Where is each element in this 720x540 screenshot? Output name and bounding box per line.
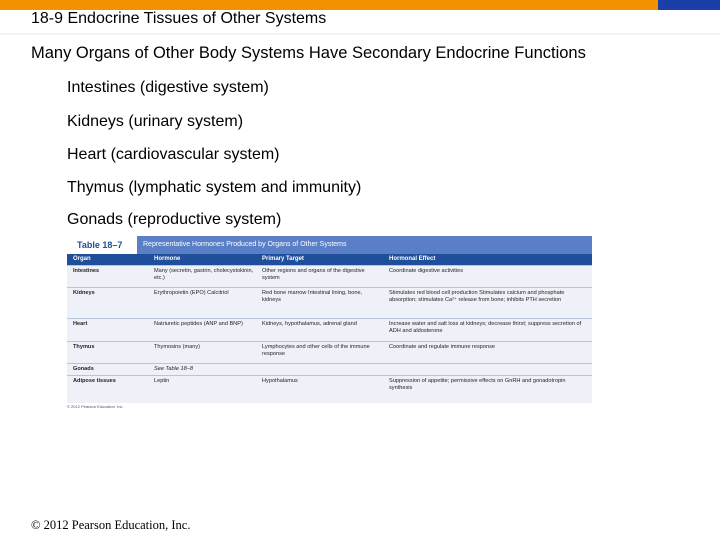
copyright-footer: © 2012 Pearson Education, Inc. bbox=[31, 518, 191, 532]
slide-subtitle: Many Organs of Other Body Systems Have Secondary Endocrine Functions bbox=[31, 44, 586, 62]
col-header-hormone: Hormone bbox=[154, 256, 181, 262]
cell-organ: Kidneys bbox=[73, 290, 95, 296]
cell-effect: Stimulates red blood cell production Stimulates calcium and phosphate absorption; stimulates Ca²⁺ release from bone; inhibits PTH secretion bbox=[389, 290, 565, 303]
cell-hormone: Thymosins (many) bbox=[154, 344, 201, 350]
table-row bbox=[67, 265, 592, 287]
top-accent-bar-orange bbox=[0, 0, 658, 10]
cell-target: Kidneys, hypothalamus, adrenal gland bbox=[262, 321, 357, 327]
cell-effect: Increase water and salt loss at kidneys; decrease thirst; suppress secretion of ADH and aldosterone bbox=[389, 321, 582, 334]
cell-target: Lymphocytes and other cells of the immune response bbox=[262, 344, 370, 357]
bullet-gonads: Gonads (reproductive system) bbox=[67, 211, 282, 228]
table-row bbox=[67, 318, 592, 341]
cell-hormone: Erythropoietin (EPO) Calcitriol bbox=[154, 290, 229, 296]
col-header-organ: Organ bbox=[73, 256, 91, 262]
table-row bbox=[67, 375, 592, 403]
cell-target: Red bone marrow Intestinal lining, bone, kidneys bbox=[262, 290, 363, 303]
table-header-bar bbox=[67, 236, 592, 254]
col-header-effect: Hormonal Effect bbox=[389, 256, 436, 262]
cell-hormone: See Table 18–8 bbox=[154, 366, 193, 372]
cell-hormone: Natriuretic peptides (ANP and BNP) bbox=[154, 321, 243, 327]
table-row bbox=[67, 287, 592, 318]
table-caption: Representative Hormones Produced by Organs of Other Systems bbox=[143, 241, 347, 248]
bullet-kidneys: Kidneys (urinary system) bbox=[67, 113, 244, 130]
table-body bbox=[67, 265, 592, 403]
title-divider bbox=[0, 33, 720, 35]
cell-effect: Suppression of appetite; permissive effects on GnRH and gonadotropin synthesis bbox=[389, 378, 566, 391]
bullet-heart: Heart (cardiovascular system) bbox=[67, 146, 280, 163]
cell-effect: Coordinate and regulate immune response bbox=[389, 344, 496, 350]
table-credit: © 2012 Pearson Education, Inc. bbox=[67, 404, 124, 409]
hormone-table-figure bbox=[67, 236, 592, 412]
cell-organ: Thymus bbox=[73, 344, 95, 350]
cell-target: Hypothalamus bbox=[262, 378, 298, 384]
bullet-thymus: Thymus (lymphatic system and immunity) bbox=[67, 179, 362, 196]
cell-organ: Adipose tissues bbox=[73, 378, 116, 384]
cell-hormone: Leptin bbox=[154, 378, 170, 384]
table-row bbox=[67, 363, 592, 375]
cell-target: Other regions and organs of the digestive system bbox=[262, 268, 365, 281]
top-accent-bar-blue bbox=[658, 0, 720, 10]
slide-title: 18-9 Endocrine Tissues of Other Systems bbox=[31, 10, 327, 27]
cell-organ: Intestines bbox=[73, 268, 100, 274]
cell-effect: Coordinate digestive activities bbox=[389, 268, 463, 274]
col-header-target: Primary Target bbox=[262, 256, 304, 262]
table-row bbox=[67, 341, 592, 363]
table-column-headers bbox=[67, 254, 592, 265]
cell-hormone: Many (secretin, gastrin, cholecystokinin, etc.) bbox=[154, 268, 254, 281]
table-label: Table 18–7 bbox=[67, 236, 137, 254]
bullet-intestines: Intestines (digestive system) bbox=[67, 79, 269, 96]
cell-organ: Heart bbox=[73, 321, 88, 327]
top-accent-bar bbox=[0, 0, 720, 10]
cell-organ: Gonads bbox=[73, 366, 94, 372]
